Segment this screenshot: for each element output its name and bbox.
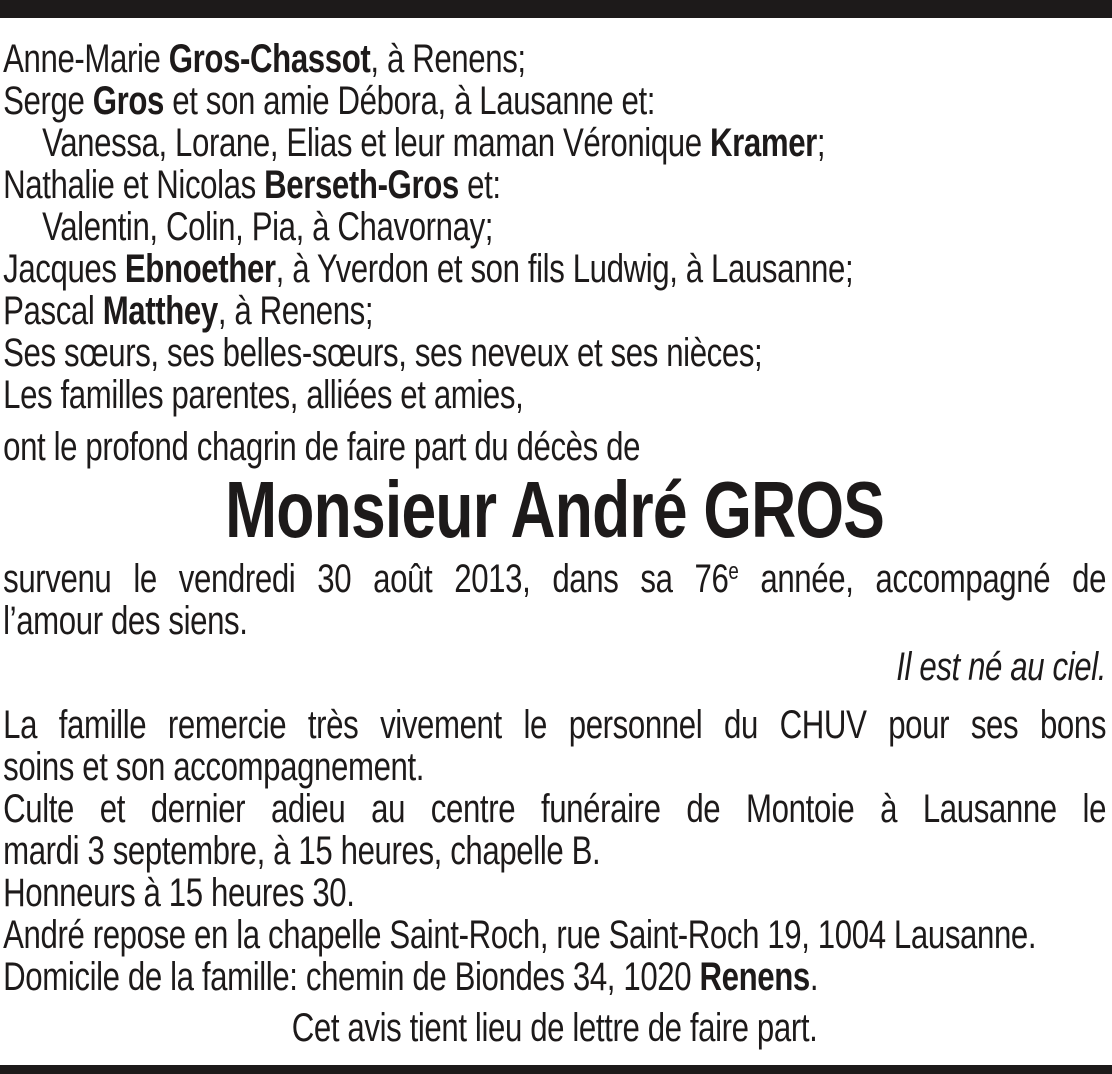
announcement-line: ont le profond chagrin de faire part du décès de bbox=[3, 425, 641, 469]
thanks-line-1: La famille remercie très vivement le personnel du CHUV pour ses bons bbox=[3, 703, 1107, 747]
line-text: et: bbox=[458, 163, 501, 207]
surname-bold: Ebnoether bbox=[124, 247, 276, 291]
family-line-6 bbox=[3, 248, 1106, 290]
domicile-line bbox=[3, 956, 1106, 998]
line-text: Nathalie et Nicolas bbox=[3, 163, 265, 207]
surname-bold: Kramer bbox=[710, 121, 817, 165]
family-line-3 bbox=[3, 122, 1106, 164]
line-text: . bbox=[809, 955, 819, 999]
family-line-9 bbox=[3, 374, 1106, 416]
line-text: Les familles parentes, alliées et amies, bbox=[3, 373, 524, 417]
line-text: , à Renens; bbox=[370, 37, 526, 81]
surname-bold: Gros bbox=[92, 79, 164, 123]
surname-bold: Matthey bbox=[102, 289, 218, 333]
family-line-8 bbox=[3, 332, 1106, 374]
family-line-1 bbox=[3, 38, 1106, 80]
notice-body bbox=[0, 38, 1112, 1049]
family-line-5 bbox=[3, 206, 1106, 248]
closing-line: Cet avis tient lieu de lettre de faire part. bbox=[291, 1006, 818, 1050]
ceremony-line-1: Culte et dernier adieu au centre funéraire de Montoie à Lausanne le bbox=[3, 787, 1107, 831]
line-text: et son amie Débora, à Lausanne et: bbox=[163, 79, 656, 123]
line-text: survenu le vendredi 30 août 2013, dans sa 76 bbox=[3, 557, 729, 601]
family-line-7 bbox=[3, 290, 1106, 332]
family-line-4 bbox=[3, 164, 1106, 206]
family-line-2 bbox=[3, 80, 1106, 122]
top-divider-bar bbox=[0, 0, 1112, 18]
repose-line: André repose en la chapelle Saint-Roch, rue Saint-Roch 19, 1004 Lausanne. bbox=[3, 913, 1037, 957]
line-text: , à Yverdon et son fils Ludwig, à Lausanne; bbox=[275, 247, 854, 291]
surname-bold: Gros-Chassot bbox=[168, 37, 371, 81]
line-text: Domicile de la famille: chemin de Biondes 34, 1020 bbox=[3, 955, 700, 999]
line-text: Jacques bbox=[3, 247, 125, 291]
line-text: Pascal bbox=[3, 289, 103, 333]
ceremony-line-2: mardi 3 septembre, à 15 heures, chapelle B. bbox=[3, 829, 601, 873]
line-text: , à Renens; bbox=[217, 289, 374, 333]
thanks-line-2: soins et son accompagnement. bbox=[3, 745, 425, 789]
deceased-name-title: Monsieur André GROS bbox=[225, 465, 885, 554]
surname-bold: Berseth-Gros bbox=[264, 163, 459, 207]
town-bold: Renens bbox=[699, 955, 810, 999]
line-text: Valentin, Colin, Pia, à Chavornay; bbox=[42, 205, 494, 249]
death-details-line-1 bbox=[3, 558, 1106, 600]
line-text: Anne-Marie bbox=[3, 37, 169, 81]
honors-line: Honneurs à 15 heures 30. bbox=[3, 871, 355, 915]
epitaph-line: Il est né au ciel. bbox=[896, 645, 1107, 689]
line-text: ; bbox=[816, 121, 826, 165]
line-text: Ses sœurs, ses belles-sœurs, ses neveux et ses nièces; bbox=[3, 331, 763, 375]
line-text: Serge bbox=[3, 79, 93, 123]
death-details-line-2: l’amour des siens. bbox=[3, 599, 248, 643]
line-text: Vanessa, Lorane, Elias et leur maman Véronique bbox=[42, 121, 711, 165]
ordinal-superscript: e bbox=[728, 558, 739, 585]
bottom-divider-bar bbox=[0, 1065, 1112, 1074]
line-text: année, accompagné de bbox=[738, 557, 1107, 601]
